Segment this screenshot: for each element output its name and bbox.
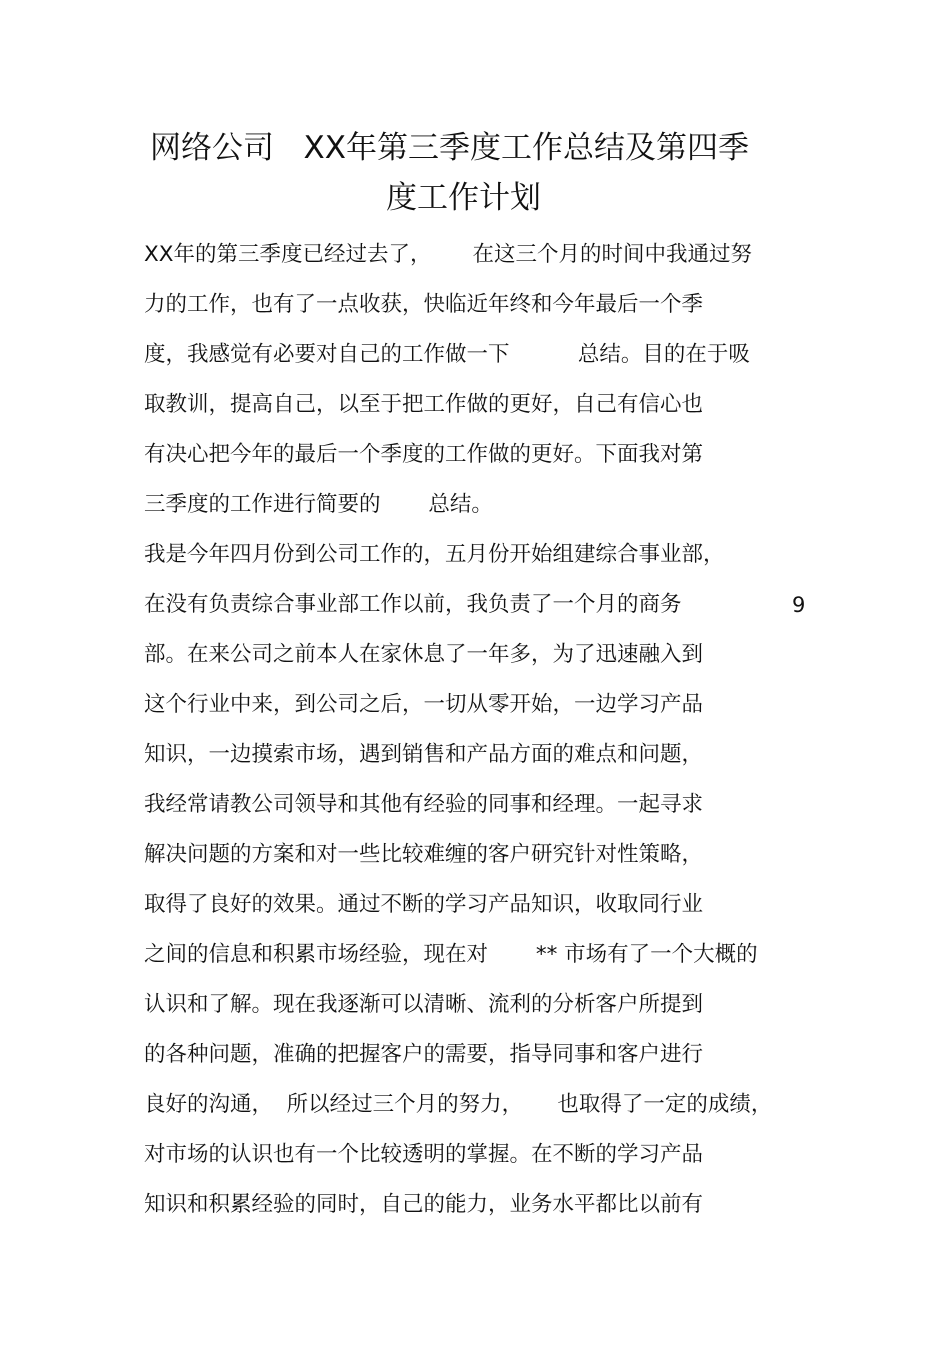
body-line: 之间的信息和积累市场经验，现在对 ** 市场有了一个大概的 <box>144 942 758 967</box>
body-line: 我经常请教公司领导和其他有经验的同事和经理。一起寻求 <box>144 792 704 817</box>
body-line: 有决心把今年的最后一个季度的工作做的更好。下面我对第 <box>144 442 704 467</box>
page-number: 9 <box>792 593 806 617</box>
body-line: 取得了良好的效果。通过不断的学习产品知识，收取同行业 <box>144 892 704 917</box>
body-line: 三季度的工作进行简要的 总结。 <box>144 492 493 517</box>
body-line: 解决问题的方案和对一些比较难缠的客户研究针对性策略， <box>144 842 704 867</box>
body-line: 在没有负责综合事业部工作以前，我负责了一个月的商务 <box>144 592 682 617</box>
body-line: 度，我感觉有必要对自己的工作做一下 总结。目的在于吸 <box>144 342 750 367</box>
body-line: XX年的第三季度已经过去了， 在这三个月的时间中我通过努 <box>144 242 752 267</box>
body-line: 认识和了解。现在我逐渐可以清晰、流利的分析客户所提到 <box>144 992 704 1017</box>
body-line: 力的工作，也有了一点收获，快临近年终和今年最后一个季 <box>144 292 704 317</box>
document-title-line-2: 度工作计划 <box>386 180 541 216</box>
body-line: 我是今年四月份到公司工作的，五月份开始组建综合事业部， <box>144 542 725 567</box>
body-line: 的各种问题，准确的把握客户的需要，指导同事和客户进行 <box>144 1042 704 1067</box>
body-line: 这个行业中来，到公司之后，一切从零开始，一边学习产品 <box>144 692 704 717</box>
body-line: 知识和积累经验的同时，自己的能力，业务水平都比以前有 <box>144 1192 704 1217</box>
body-line: 对市场的认识也有一个比较透明的掌握。在不断的学习产品 <box>144 1142 704 1167</box>
document-title-line-1: 网络公司 XX年第三季度工作总结及第四季 <box>150 130 750 166</box>
body-line: 取教训，提高自己，以至于把工作做的更好，自己有信心也 <box>144 392 704 417</box>
body-line: 知识，一边摸索市场，遇到销售和产品方面的难点和问题， <box>144 742 704 767</box>
body-line: 良好的沟通， 所以经过三个月的努力， 也取得了一定的成绩， <box>144 1092 773 1117</box>
body-line: 部。在来公司之前本人在家休息了一年多，为了迅速融入到 <box>144 642 704 667</box>
